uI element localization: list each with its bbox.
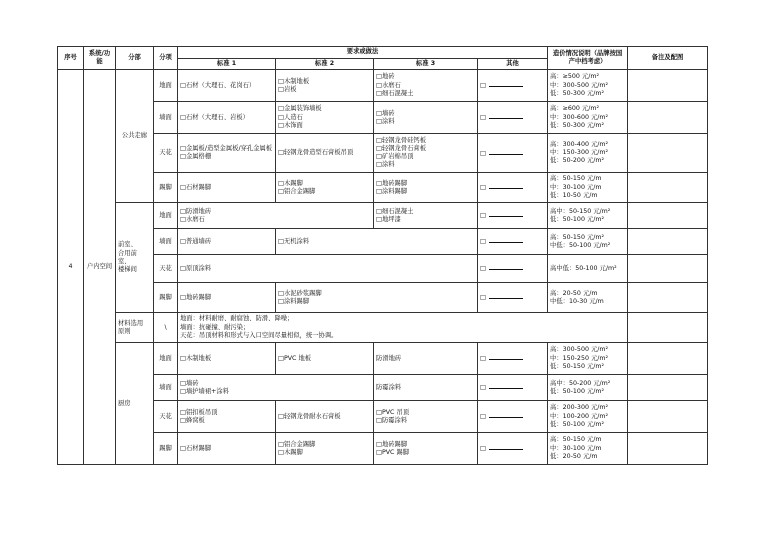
option: □涂料踢脚 [376,187,408,195]
cost-line: 中：100-200 元/m² [550,412,609,420]
cost-line: 高：20-50 元/m [550,289,598,297]
item-label: 墙面 [154,102,178,134]
remarks-cell [628,255,708,283]
std3-cell [374,401,478,433]
cost-line: 中低：50-100 元/m² [550,241,611,249]
std3-cell: 防霉涂料 [374,375,478,401]
checkbox[interactable]: □ [480,114,486,122]
header-remarks: 备注及配图 [628,47,708,70]
cost-line: 中：300-500 元/m² [550,81,609,89]
cost-cell [548,70,628,102]
option: □蜂窝板 [180,416,205,424]
item-label: 天花 [154,401,178,433]
std2-cell: □轻钢龙骨造型石膏板吊顶 [276,134,374,173]
cost-line: 低：10-50 元/m [550,191,598,199]
other-cell [478,173,548,203]
item-label: 天花 [154,255,178,283]
blank-line [489,81,523,87]
cost-cell [548,173,628,203]
blank-line [489,444,523,450]
header-other: 其他 [478,59,548,70]
checkbox[interactable]: □ [480,294,486,302]
option: □金属板/造型金属板/穿孔金属板 [180,145,273,152]
item-label: 地面 [154,70,178,102]
other-cell [478,343,548,375]
header-std1: 标准 1 [178,59,276,70]
remarks-cell [628,203,708,229]
remarks-cell [628,102,708,134]
option: □墙护墙裙+涂料 [180,387,230,395]
option: □PVC 吊顶 [376,408,410,416]
option: □墙砖 [180,379,199,387]
header-part: 分部 [116,47,154,70]
item-label: 踢脚 [154,173,178,203]
std2-cell [276,102,374,134]
checkbox[interactable]: □ [480,355,486,363]
spec-table [57,46,708,465]
remarks-cell [628,134,708,173]
other-cell [478,134,548,173]
remarks-cell [628,70,708,102]
std12-cell [178,375,374,401]
option: □PVC 踢脚 [376,448,410,456]
header-cost: 造价情况说明（品牌按国产中档考虑） [548,47,628,70]
row-number: 4 [58,70,84,465]
other-cell [478,255,548,283]
std3-cell [374,70,478,102]
std3-cell [374,173,478,203]
principle-line: 天花：吊顶材料和形式与入口空间尽量相似，统一协调。 [180,331,338,339]
std3-cell: 防滑地砖 [374,343,478,375]
remarks-cell [628,173,708,203]
option: □铝合金踢脚 [278,440,316,448]
other-cell [478,433,548,465]
std3-cell [374,102,478,134]
std1-cell [178,134,276,173]
std3-cell [374,433,478,465]
std1-cell [178,401,276,433]
cost-cell [548,433,628,465]
option: □金属格栅 [180,153,212,161]
cost-cell [548,343,628,375]
blank-line [489,113,523,119]
option: □细石混凝土 [376,89,414,97]
blank-line [489,183,523,189]
blank-line [489,354,523,360]
cost-cell [548,375,628,401]
item-label: \ [154,313,178,343]
checkbox[interactable]: □ [480,445,486,453]
header-std2: 标准 2 [276,59,374,70]
cost-cell [548,401,628,433]
item-label: 天花 [154,134,178,173]
item-label: 墙面 [154,375,178,401]
std1-cell: □石材踢脚 [178,433,276,465]
option: □人造石 [278,113,303,121]
checkbox[interactable]: □ [480,384,486,392]
std123-cell: □原顶涂料 [178,255,478,283]
cost-line: 中：30-100 元/m [550,183,602,191]
cost-line: 高：50-150 元/m² [550,233,605,241]
part-line: 原则 [118,327,131,335]
option: □金属装饰墙板 [278,105,322,113]
option: □地砖踢脚 [376,179,408,187]
cost-line: 高：≥600 元/m² [550,105,600,113]
system-name: 户内空间 [84,70,116,465]
blank-line [489,237,523,243]
blank-line [489,264,523,270]
option: □水磨石 [376,81,401,89]
part-line: 合用前 [118,249,137,257]
part-line: 材料选用 [118,319,144,327]
option: □木踢脚 [278,179,303,187]
cost-line: 中低：10-30 元/m [550,297,604,305]
cost-cell [548,134,628,173]
part-corridor: 公共走廊 [116,70,154,203]
other-cell [478,283,548,313]
header-item: 分项 [154,47,178,70]
other-cell [478,375,548,401]
std3-cell [374,134,478,173]
std12-cell [178,203,374,229]
option: □水泥砂浆踢脚 [278,289,322,297]
option: □墙砖 [376,109,395,117]
std2-cell [276,173,374,203]
other-cell [478,203,548,229]
part-line: 室、 [118,257,131,265]
std1-cell: □石材（大理石、岩板） [178,102,276,134]
option: □木制地板 [278,77,310,85]
header-seq: 序号 [58,47,84,70]
checkbox[interactable]: □ [480,238,486,246]
checkbox[interactable]: □ [480,184,486,192]
remarks-cell [628,283,708,313]
item-label: 墙面 [154,229,178,255]
other-cell [478,102,548,134]
cost-line: 高：50-150 元/m [550,436,602,444]
option: □涂料 [376,117,395,125]
cost-line: 高中：50-200 元/m² [550,379,611,387]
option: □地坪漆 [376,215,401,223]
blank-line [489,383,523,389]
remarks-cell [628,343,708,375]
cost-line: 中：150-300 元/m² [550,149,609,157]
remarks-cell [628,401,708,433]
cost-line: 高中：50-150 元/m² [550,207,611,215]
cost-line: 低：50-300 元/m² [550,89,605,97]
std3-cell [374,203,478,229]
part-line: 前室、 [118,241,137,249]
cost-line: 低：50-300 元/m² [550,121,605,129]
cost-cell [548,102,628,134]
cost-line: 中：150-250 元/m² [550,354,609,362]
option: □水磨石 [180,215,205,223]
cost-line: 中：30-100 元/m [550,444,602,452]
std2-cell: □PVC 地板 [276,343,374,375]
remarks-cell [628,313,708,343]
part-material [116,313,154,343]
header-requirements: 要求或做法 [178,47,548,59]
checkbox[interactable]: □ [480,212,486,220]
cost-line: 低：50-200 元/m² [550,157,605,165]
blank-line [489,149,523,155]
header-system: 系统/功能 [84,47,116,70]
item-label: 踢脚 [154,283,178,313]
option: □涂料 [376,161,395,169]
option: □防霉涂料 [376,416,408,424]
checkbox[interactable]: □ [480,413,486,421]
std23-cell [276,283,478,313]
remarks-cell [628,433,708,465]
cost-line: 高：50-150 元/m [550,175,602,183]
cost-cell [548,229,628,255]
principle-line: 墙面：抗碰撞、耐污染； [180,323,250,331]
checkbox[interactable]: □ [480,82,486,90]
option: □地砖踢脚 [376,440,408,448]
cost-line: 低：50-100 元/m² [550,215,605,223]
option: □木饰面 [278,121,303,129]
std1-cell: □木制地板 [178,343,276,375]
std2-cell [276,70,374,102]
principle-cell [178,313,628,343]
cost-line: 高：300-400 元/m² [550,140,609,148]
cost-line: 低：50-150 元/m² [550,362,605,370]
option: □地砖 [376,73,395,81]
part-stair [116,203,154,313]
option: □轻钢龙骨硅钙板 [376,136,427,144]
blank-line [489,412,523,418]
std1-cell: □石材（大理石、花岗石） [178,70,276,102]
std23-cell: □无机涂料 [276,229,478,255]
option: □矿岩棉吊顶 [376,153,414,161]
std1-cell: □石材踢脚 [178,173,276,203]
item-label: 地面 [154,343,178,375]
cost-cell [548,203,628,229]
option: □铝合金踢脚 [278,187,316,195]
cost-line: 低：50-100 元/m² [550,420,605,428]
option: □细石混凝土 [376,207,414,215]
remarks-cell [628,375,708,401]
option: □木踢脚 [278,448,303,456]
option: □防滑地砖 [180,207,212,215]
checkbox[interactable]: □ [480,149,486,157]
option: □涂料踢脚 [278,297,310,305]
std2-cell [276,433,374,465]
option: □铝扣板吊顶 [180,408,218,416]
option: □轻钢龙骨石膏板 [376,145,427,152]
cost-line: 高：≥500 元/m² [550,73,600,81]
cost-line: 高：200-300 元/m² [550,404,609,412]
part-kitchen: 厨房 [116,343,154,465]
other-cell [478,401,548,433]
std1-cell: □地砖踢脚 [178,283,276,313]
cost-cell [548,283,628,313]
header-std3: 标准 3 [374,59,478,70]
blank-line [489,211,523,217]
principle-line: 地面：材料耐磨、耐腐蚀、防滑、降噪； [180,315,294,323]
cost-line: 中：300-600 元/m² [550,113,609,121]
std2-cell: □轻钢龙骨耐水石膏板 [276,401,374,433]
blank-line [489,293,523,299]
remarks-cell [628,229,708,255]
item-label: 地面 [154,203,178,229]
cost-line: 高：300-500 元/m² [550,346,609,354]
part-line: 楼梯间 [118,265,137,273]
option: □岩板 [278,85,297,93]
cost-line: 低：20-50 元/m [550,452,598,460]
other-cell [478,229,548,255]
std1-cell: □普通墙砖 [178,229,276,255]
item-label: 踢脚 [154,433,178,465]
checkbox[interactable]: □ [480,265,486,273]
other-cell [478,70,548,102]
cost-line: 低：50-100 元/m² [550,387,605,395]
cost-cell: 高中低：50-100 元/m² [548,255,628,283]
